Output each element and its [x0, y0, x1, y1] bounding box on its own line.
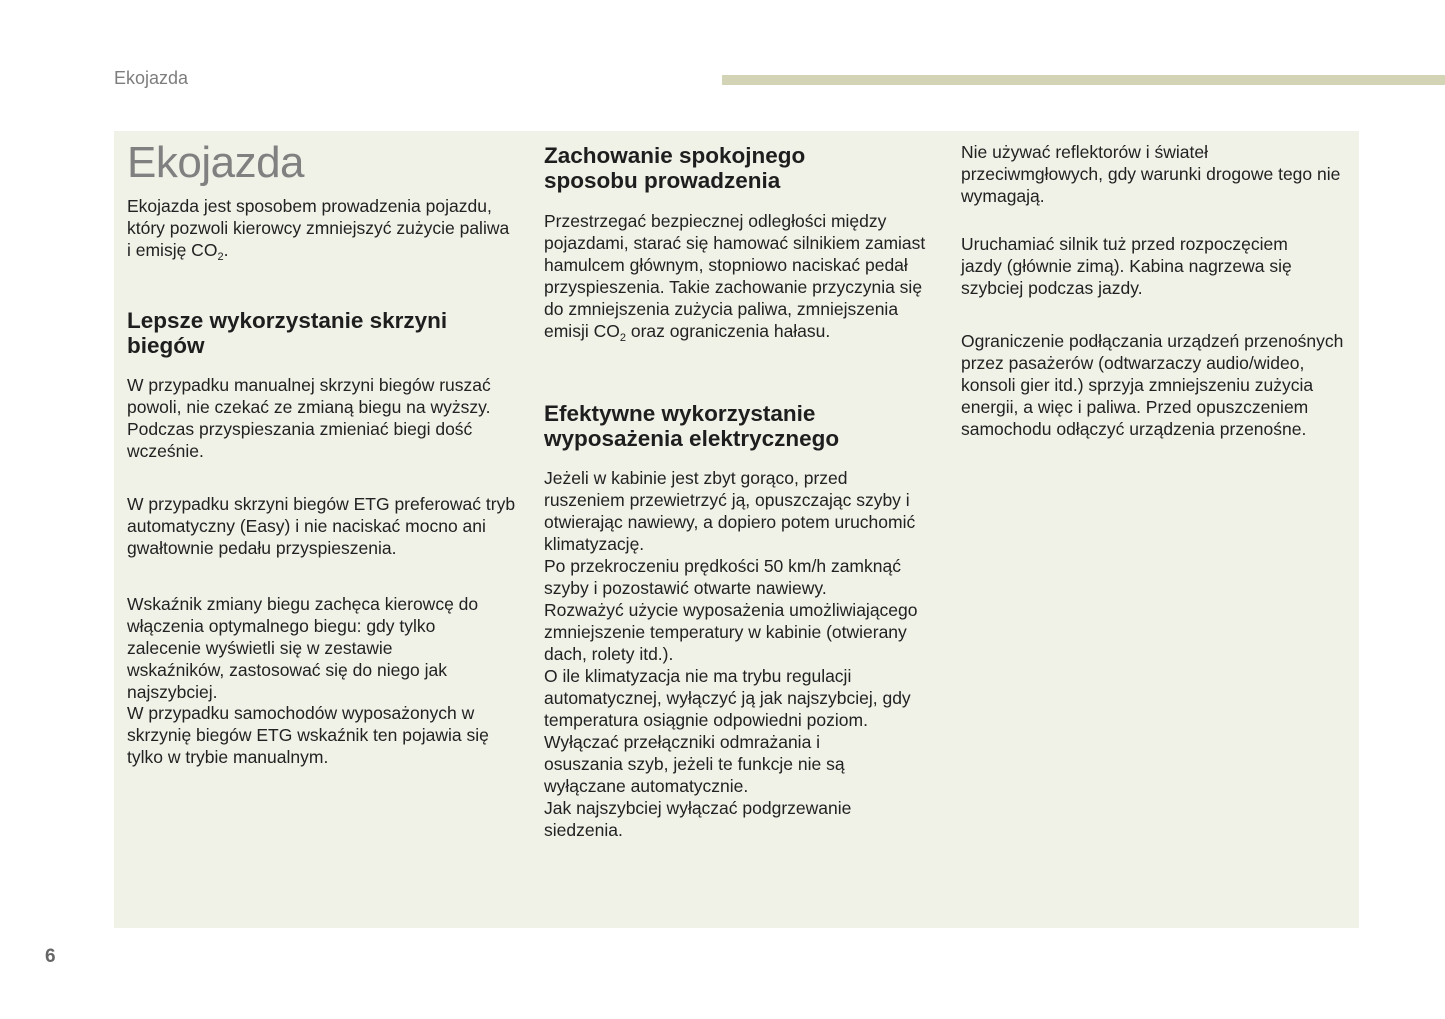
speed-windows-paragraph: Po przekroczeniu prędkości 50 km/h zamknąć szyby i pozostawić otwarte nawiewy.: [544, 556, 901, 598]
headlights-paragraph: Nie używać reflektorów i świateł przeciwmgłowych, gdy warunki drogowe tego nie wymagają.: [961, 142, 1341, 206]
header-rule: [722, 75, 1445, 85]
intro-text: Ekojazda jest sposobem prowadzenia pojazdu, który pozwoli kierowcy zmniejszyć zużycie paliwa i emisję CO: [127, 196, 510, 260]
gearbox-etg-paragraph: W przypadku skrzyni biegów ETG preferować tryb automatyczny (Easy) i nie naciskać mocno ani gwałtownie pedału przyspieszenia.: [127, 494, 516, 558]
portable-devices-paragraph: Ograniczenie podłączania urządzeń przenośnych przez pasażerów (odtwarzaczy audio/wideo, konsoli gier itd.) sprzyja zmniejszeniu zużycia energii, a więc i paliwa. Przed opuszczeniem samochodu odłączyć urządzenia przenośne.: [961, 331, 1344, 439]
running-header: Ekojazda: [114, 68, 189, 88]
page-title: Ekojazda: [127, 138, 305, 187]
co2-subscript: 2: [619, 332, 626, 344]
engine-start-paragraph: Uruchamiać silnik tuż przed rozpoczęciem jazdy (głównie zimą). Kabina nagrzewa się szybciej podczas jazdy.: [961, 234, 1292, 298]
intro-paragraph: [127, 195, 517, 261]
calm-driving-paragraph: [544, 210, 929, 342]
seat-heating-paragraph: Jak najszybciej wyłączać podgrzewanie siedzenia.: [544, 798, 852, 840]
air-conditioning-paragraph: O ile klimatyzacja nie ma trybu regulacji automatycznej, wyłączyć ją jak najszybciej, gdy temperatura osiągnie odpowiedni poziom.: [544, 666, 911, 730]
heading-gearbox: Lepsze wykorzystanie skrzyni biegów: [127, 308, 448, 358]
calm-driving-text-end: oraz ograniczenia hałasu.: [625, 321, 831, 341]
page-number: 6: [45, 946, 56, 967]
cabin-temperature-paragraph: Rozważyć użycie wyposażenia umożliwiającego zmniejszenie temperatury w kabinie (otwierany dach, rolety itd.).: [544, 600, 918, 664]
shift-indicator-paragraph: Wskaźnik zmiany biegu zachęca kierowcę do włączenia optymalnego biegu: gdy tylko zalecenie wyświetli się w zestawie wskaźników, zastosować się do niego jak najszybciej.: [127, 594, 479, 702]
shift-indicator-etg-paragraph: W przypadku samochodów wyposażonych w skrzynię biegów ETG wskaźnik ten pojawia się tylko w trybie manualnym.: [127, 703, 489, 767]
co2-subscript: 2: [217, 251, 224, 263]
content-panel: [114, 131, 1359, 928]
ventilation-paragraph: Jeżeli w kabinie jest zbyt gorąco, przed ruszeniem przewietrzyć ją, opuszczając szyby i otwierając nawiewy, a dopiero potem uruchomić klimatyzację.: [544, 468, 916, 554]
calm-driving-text: Przestrzegać bezpiecznej odległości między pojazdami, starać się hamować silnikiem zamiast hamulcem głównym, stopniowo naciskać pedał przyspieszenia. Takie zachowanie przyczynia się do zmniejszenia zużycia paliwa, zmniejszenia emisji CO: [544, 211, 926, 341]
defrost-paragraph: Wyłączać przełączniki odmrażania i osuszania szyb, jeżeli te funkcje nie są wyłączane automatycznie.: [544, 732, 845, 796]
heading-electrical-equipment: Efektywne wykorzystanie wyposażenia elektrycznego: [544, 401, 840, 451]
intro-text-end: .: [223, 240, 229, 260]
heading-calm-driving: Zachowanie spokojnego sposobu prowadzenia: [544, 143, 806, 193]
gearbox-manual-paragraph: W przypadku manualnej skrzyni biegów ruszać powoli, nie czekać ze zmianą biegu na wyższy. Podczas przyspieszania zmieniać biegi dość wcześnie.: [127, 375, 491, 461]
